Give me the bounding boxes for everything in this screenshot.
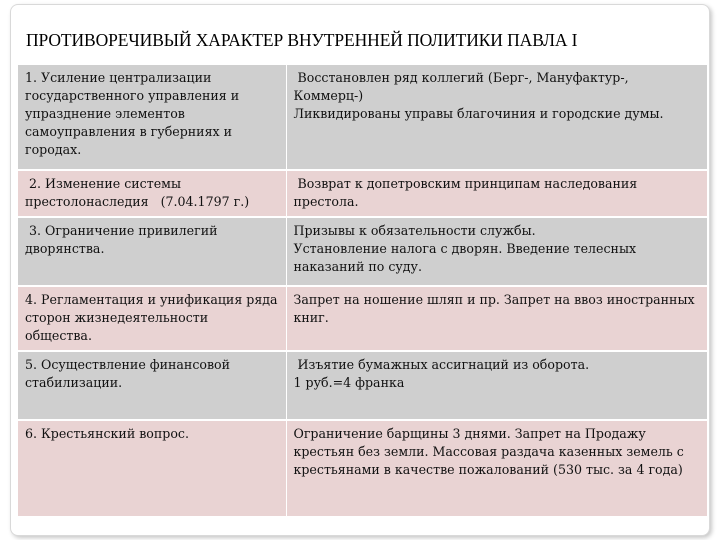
reforms-table [18, 65, 708, 518]
table-row [18, 286, 707, 351]
measure-cell: 4. Регламентация и унификация ряда сторон жизнедеятельности общества. [18, 286, 286, 351]
measure-cell: 1. Усиление централизации государственного управления и упразднение элементов самоуправления в губерниях и городах. [18, 65, 286, 170]
measure-cell: 2. Изменение системы престолонаследия (7.04.1797 г.) [18, 170, 286, 217]
table-row [18, 170, 707, 217]
table-row [18, 351, 707, 420]
result-cell: Призывы к обязательности службы. Установление налога с дворян. Введение телесных наказаний по суду. [286, 217, 707, 286]
page-title: ПРОТИВОРЕЧИВЫЙ ХАРАКТЕР ВНУТРЕННЕЙ ПОЛИТИКИ ПАВЛА I [26, 30, 578, 50]
measure-cell: 6. Крестьянский вопрос. [18, 420, 286, 517]
result-cell: Возврат к допетровским принципам наследования престола. [286, 170, 707, 217]
measure-cell: 3. Ограничение привилегий дворянства. [18, 217, 286, 286]
measure-cell: 5. Осуществление финансовой стабилизации. [18, 351, 286, 420]
table-row [18, 420, 707, 517]
table-row [18, 217, 707, 286]
result-cell: Изъятие бумажных ассигнаций из оборота. 1 руб.=4 франка [286, 351, 707, 420]
result-cell: Восстановлен ряд коллегий (Берг-, Мануфактур-, Коммерц-) Ликвидированы управы благочиния и городские думы. [286, 65, 707, 170]
result-cell: Запрет на ношение шляп и пр. Запрет на ввоз иностранных книг. [286, 286, 707, 351]
result-cell: Ограничение барщины 3 днями. Запрет на Продажу крестьян без земли. Массовая раздача казенных земель с крестьянами в качестве пожалований (530 тыс. за 4 года) [286, 420, 707, 517]
table-row [18, 65, 707, 170]
